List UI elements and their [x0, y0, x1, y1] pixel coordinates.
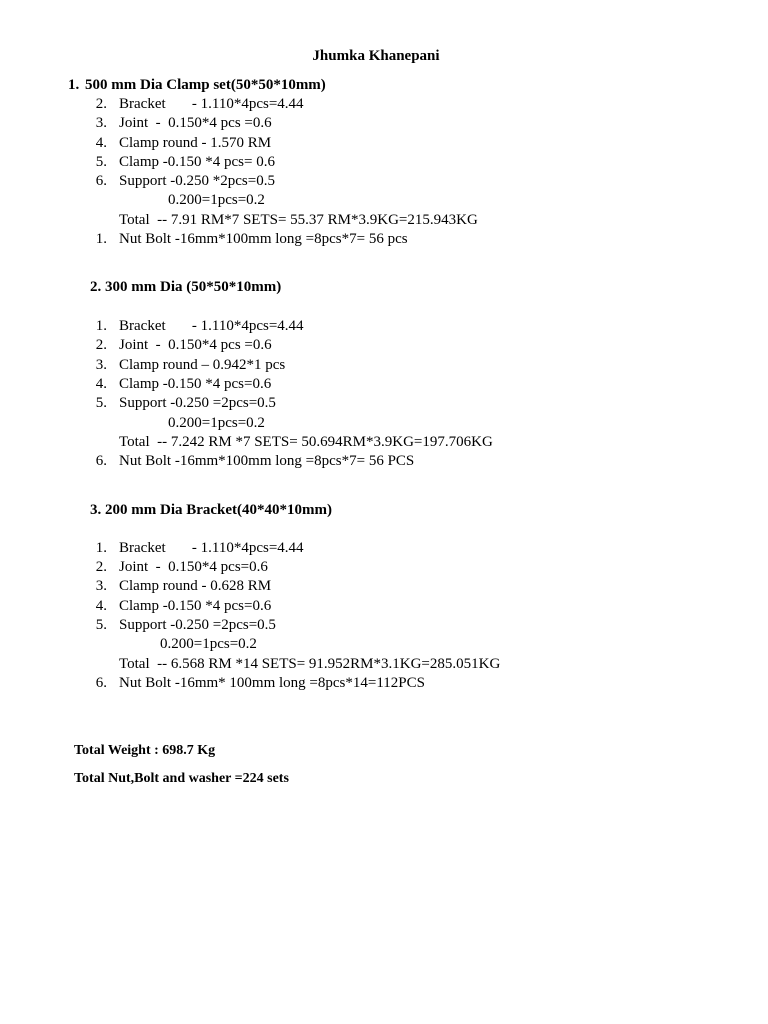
s2-item-text: Clamp round – 0.942*1 pcs: [119, 357, 286, 373]
s2-item-text: Support -0.250 =2pcs=0.5: [119, 395, 276, 411]
document-title: Jhumka Khanepani: [312, 48, 440, 64]
s3-item-num: 1.: [95, 540, 107, 556]
s2-item-num: 2.: [95, 337, 107, 353]
s3-item-num: 3.: [95, 578, 107, 594]
s2-item-num: 4.: [95, 376, 107, 392]
s2-nut-bolt: Nut Bolt -16mm*100mm long =8pcs*7= 56 PCS: [119, 453, 415, 469]
section-2-heading: 2. 300 mm Dia (50*50*10mm): [90, 279, 282, 295]
s2-item-text: Joint - 0.150*4 pcs =0.6: [119, 337, 272, 353]
s1-support-continuation: 0.200=1pcs=0.2: [168, 192, 265, 208]
s2-total: Total -- 7.242 RM *7 SETS= 50.694RM*3.9KG=197.706KG: [119, 434, 493, 450]
s1-nut-num: 1.: [95, 231, 107, 247]
s3-total: Total -- 6.568 RM *14 SETS= 91.952RM*3.1KG=285.051KG: [119, 656, 501, 672]
s3-item-text: Clamp round - 0.628 RM: [119, 578, 272, 594]
section-3-heading: 3. 200 mm Dia Bracket(40*40*10mm): [90, 502, 333, 518]
s2-item-num: 1.: [95, 318, 107, 334]
total-nut-bolt-washer: Total Nut,Bolt and washer =224 sets: [74, 771, 289, 786]
s1-item-num: 3.: [95, 115, 107, 131]
s2-nut-num: 6.: [95, 453, 107, 469]
s2-support-continuation: 0.200=1pcs=0.2: [168, 415, 265, 431]
s2-item-num: 3.: [95, 357, 107, 373]
s1-item-num: 6.: [95, 173, 107, 189]
s3-nut-bolt: Nut Bolt -16mm* 100mm long =8pcs*14=112PCS: [119, 675, 425, 691]
s1-item-num: 4.: [95, 135, 107, 151]
s1-item-text: Joint - 0.150*4 pcs =0.6: [119, 115, 272, 131]
section-1-number: 1.: [68, 77, 80, 93]
s3-nut-num: 6.: [95, 675, 107, 691]
s1-item-num: 2.: [95, 96, 107, 112]
s3-item-text: Bracket - 1.110*4pcs=4.44: [119, 540, 304, 556]
s2-item-text: Clamp -0.150 *4 pcs=0.6: [119, 376, 272, 392]
s1-total: Total -- 7.91 RM*7 SETS= 55.37 RM*3.9KG=215.943KG: [119, 212, 478, 228]
s3-item-text: Support -0.250 =2pcs=0.5: [119, 617, 276, 633]
s1-item-num: 5.: [95, 154, 107, 170]
s1-item-text: Clamp -0.150 *4 pcs= 0.6: [119, 154, 275, 170]
s3-item-num: 5.: [95, 617, 107, 633]
s2-item-num: 5.: [95, 395, 107, 411]
s1-item-text: Bracket - 1.110*4pcs=4.44: [119, 96, 304, 112]
section-1-heading: 500 mm Dia Clamp set(50*50*10mm): [85, 77, 326, 93]
s3-support-continuation: 0.200=1pcs=0.2: [160, 636, 257, 652]
s3-item-num: 2.: [95, 559, 107, 575]
s1-item-text: Support -0.250 *2pcs=0.5: [119, 173, 275, 189]
s1-item-text: Clamp round - 1.570 RM: [119, 135, 272, 151]
s1-nut-bolt: Nut Bolt -16mm*100mm long =8pcs*7= 56 pcs: [119, 231, 408, 247]
s3-item-num: 4.: [95, 598, 107, 614]
s3-item-text: Joint - 0.150*4 pcs=0.6: [119, 559, 268, 575]
s2-item-text: Bracket - 1.110*4pcs=4.44: [119, 318, 304, 334]
s3-item-text: Clamp -0.150 *4 pcs=0.6: [119, 598, 272, 614]
total-weight: Total Weight : 698.7 Kg: [74, 743, 216, 758]
